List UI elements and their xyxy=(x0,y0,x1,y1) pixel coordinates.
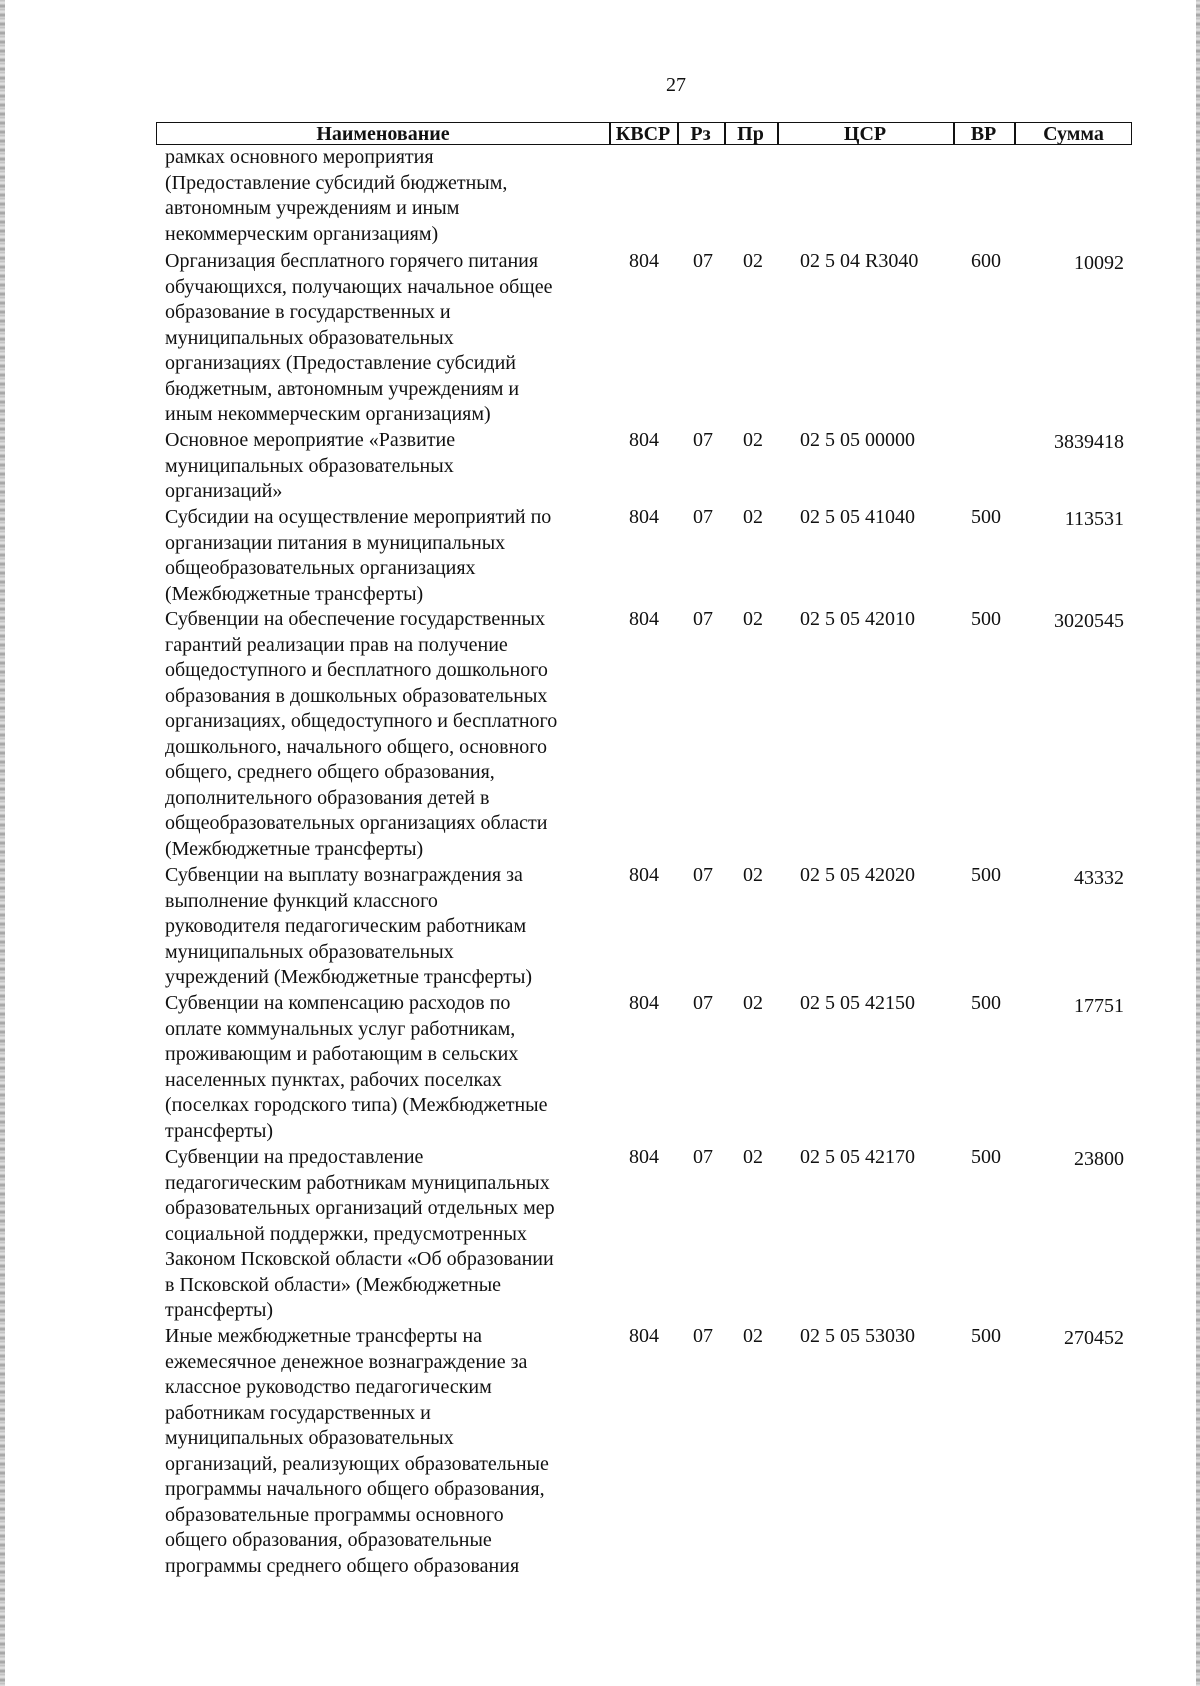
header-separator xyxy=(724,123,726,144)
row-3-csr: 02 5 05 41040 xyxy=(800,506,915,528)
header-rz: Рз xyxy=(690,123,711,145)
row-1-sum: 10092 xyxy=(1074,252,1124,274)
row-1-vr: 600 xyxy=(971,250,1001,272)
row-5-rz: 07 xyxy=(693,864,713,886)
row-8-vr: 500 xyxy=(971,1325,1001,1347)
row-7-csr: 02 5 05 42170 xyxy=(800,1146,915,1168)
row-4-sum: 3020545 xyxy=(1054,610,1124,632)
row-6-sum: 17751 xyxy=(1074,995,1124,1017)
header-sum: Сумма xyxy=(1043,123,1104,145)
header-name: Наименование xyxy=(316,123,450,145)
row-5-pr: 02 xyxy=(743,864,763,886)
row-7-vr: 500 xyxy=(971,1146,1001,1168)
row-4-rz: 07 xyxy=(693,608,713,630)
header-vr: ВР xyxy=(970,123,997,145)
scan-left-edge xyxy=(0,0,5,1686)
row-4-kvsr: 804 xyxy=(629,608,659,630)
row-7-pr: 02 xyxy=(743,1146,763,1168)
row-8-rz: 07 xyxy=(693,1325,713,1347)
row-2-name: Основное мероприятие «Развитие муниципальных образовательных организаций» xyxy=(165,429,456,502)
header-separator xyxy=(777,123,779,144)
row-4-name: Субвенции на обеспечение государственных гарантий реализации прав на получение общедоступного и бесплатного дошкольного образования в дошкольных образовательных организациях, общедоступного и бесплатного дошкольного, начального общего, основного общего, среднего общего образования, дополнительного образования детей в общеобразовательных организациях области (Межбюджетные трансферты) xyxy=(165,608,558,860)
row-6-kvsr: 804 xyxy=(629,992,659,1014)
row-1-rz: 07 xyxy=(693,250,713,272)
row-5-kvsr: 804 xyxy=(629,864,659,886)
row-1-kvsr: 804 xyxy=(629,250,659,272)
row-2-pr: 02 xyxy=(743,429,763,451)
row-3-kvsr: 804 xyxy=(629,506,659,528)
row-8-kvsr: 804 xyxy=(629,1325,659,1347)
header-pr: Пр xyxy=(737,123,764,145)
row-3-pr: 02 xyxy=(743,506,763,528)
header-csr: ЦСР xyxy=(843,123,887,145)
row-7-sum: 23800 xyxy=(1074,1148,1124,1170)
row-8-pr: 02 xyxy=(743,1325,763,1347)
row-5-csr: 02 5 05 42020 xyxy=(800,864,915,886)
row-8-sum: 270452 xyxy=(1064,1327,1124,1349)
row-8-csr: 02 5 05 53030 xyxy=(800,1325,915,1347)
row-1-name: Организация бесплатного горячего питания обучающихся, получающих начальное общее образование в государственных и муниципальных образовательных организациях (Предоставление субсидий бюджетным, автономным учреждениям и иным некоммерческим организациям) xyxy=(165,250,553,425)
row-5-vr: 500 xyxy=(971,864,1001,886)
header-separator xyxy=(953,123,955,144)
row-5-sum: 43332 xyxy=(1074,867,1124,889)
row-7-rz: 07 xyxy=(693,1146,713,1168)
row-6-name: Субвенции на компенсацию расходов по оплате коммунальных услуг работникам, проживающим и работающим в сельских населенных пунктах, рабочих поселках (поселках городского типа) (Межбюджетные трансферты) xyxy=(165,992,548,1142)
row-6-vr: 500 xyxy=(971,992,1001,1014)
row-7-kvsr: 804 xyxy=(629,1146,659,1168)
scan-right-edge xyxy=(1196,0,1200,1686)
row-0-name: рамках основного мероприятия (Предоставление субсидий бюджетным, автономным учреждениям и иным некоммерческим организациям) xyxy=(165,146,508,245)
row-4-csr: 02 5 05 42010 xyxy=(800,608,915,630)
row-3-sum: 113531 xyxy=(1064,508,1124,530)
row-6-csr: 02 5 05 42150 xyxy=(800,992,915,1014)
row-3-name: Субсидии на осуществление мероприятий по организации питания в муниципальных общеобразовательных организациях (Межбюджетные трансферты) xyxy=(165,506,552,605)
header-kvsr: КВСР xyxy=(615,123,671,145)
row-8-name: Иные межбюджетные трансферты на ежемесячное денежное вознаграждение за классное руководство педагогическим работникам государственных и муниципальных образовательных организаций, реализующих образовательные программы начального общего образования, образовательные программы основного общего образования, образовательные программы среднего общего образования xyxy=(165,1325,549,1577)
row-1-csr: 02 5 04 R3040 xyxy=(800,250,919,272)
row-3-rz: 07 xyxy=(693,506,713,528)
row-7-name: Субвенции на предоставление педагогическим работникам муниципальных образовательных организаций отдельных мер социальной поддержки, предусмотренных Законом Псковской области «Об образовании в Псковской области» (Межбюджетные трансферты) xyxy=(165,1146,555,1321)
row-2-sum: 3839418 xyxy=(1054,431,1124,453)
row-6-rz: 07 xyxy=(693,992,713,1014)
row-4-vr: 500 xyxy=(971,608,1001,630)
row-4-pr: 02 xyxy=(743,608,763,630)
page-number: 27 xyxy=(666,74,686,96)
row-3-vr: 500 xyxy=(971,506,1001,528)
row-2-rz: 07 xyxy=(693,429,713,451)
row-5-name: Субвенции на выплату вознаграждения за выполнение функций классного руководителя педагогическим работникам муниципальных образовательных учреждений (Межбюджетные трансферты) xyxy=(165,864,533,988)
row-1-pr: 02 xyxy=(743,250,763,272)
table-header xyxy=(156,122,1132,145)
row-2-kvsr: 804 xyxy=(629,429,659,451)
row-2-csr: 02 5 05 00000 xyxy=(800,429,915,451)
row-6-pr: 02 xyxy=(743,992,763,1014)
header-separator xyxy=(677,123,679,144)
header-separator xyxy=(1014,123,1016,144)
header-separator xyxy=(609,123,611,144)
